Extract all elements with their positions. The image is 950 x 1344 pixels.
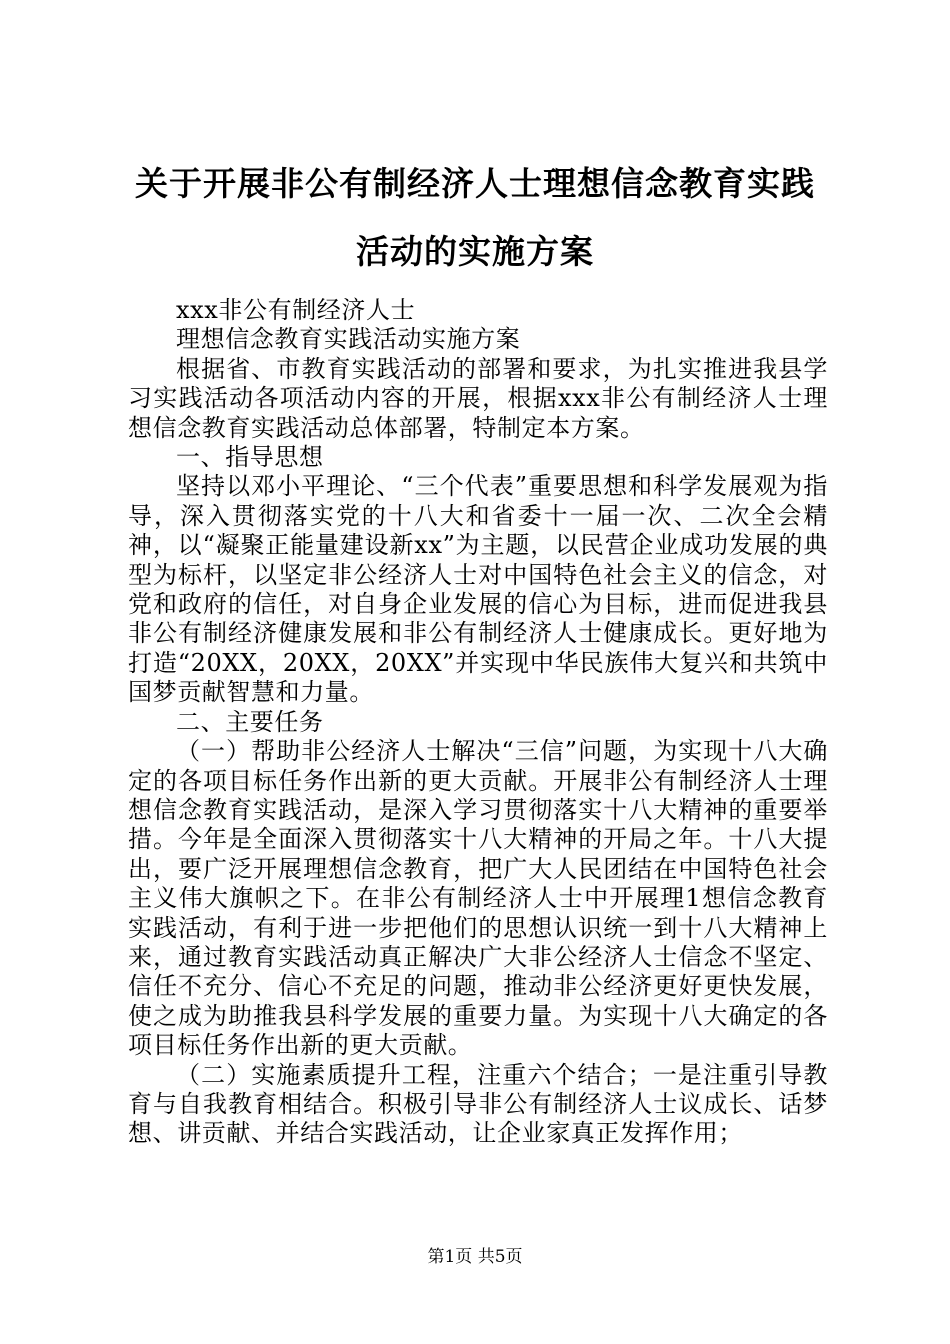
document-body: [128, 296, 828, 1149]
paragraph-org-name: xxx非公有制经济人士: [176, 296, 416, 324]
paragraph-task-1: （一）帮助非公经济人士解决“三信”问题，为实现十八大确定的各项目标任务作出新的更大贡献。开展非公有制经济人士理想信念教育实践活动，是深入学习贯彻落实十八大精神的重要举措。今年是全面深入贯彻落实十八大精神的开局之年。十八大提出，要广泛开展理想信念教育，把广大人民团结在中国特色社会主义伟大旗帜之下。在非公有制经济人士中开展理1想信念教育实践活动，有利于进一步把他们的思想认识统一到十八大精神上来，通过教育实践活动真正解决广大非公经济人士信念不坚定、信任不充分、信心不充足的问题，推动非公经济更好更快发展，使之成为助推我县科学发展的重要力量。为实现十八大确定的各项目标任务作出新的更大贡献。: [128, 737, 828, 1060]
document-title-line1: 关于开展非公有制经济人士理想信念教育实践: [135, 164, 815, 203]
section-heading-main-tasks: 二、主要任务: [176, 707, 324, 736]
document-title-line2: 活动的实施方案: [356, 232, 594, 271]
paragraph-intro: 根据省、市教育实践活动的部署和要求，为扎实推进我县学习实践活动各项活动内容的开展，根据xxx非公有制经济人士理想信念教育实践活动总体部署，特制定本方案。: [128, 354, 828, 442]
section-heading-guiding-thought: 一、指导思想: [176, 443, 324, 472]
paragraph-plan-name: 理想信念教育实践活动实施方案: [176, 325, 521, 354]
paragraph-guiding-thought: 坚持以邓小平理论、“三个代表”重要思想和科学发展观为指导，深入贯彻落实党的十八大和省委十一届一次、二次全会精神，以“凝聚正能量建设新xx”为主题，以民营企业成功发展的典型为标杆，以坚定非公经济人士对中国特色社会主义的信念，对党和政府的信任，对自身企业发展的信心为目标，进而促进我县非公有制经济健康发展和非公有制经济人士健康成长。更好地为打造“20XX，20XX，20XX”并实现中华民族伟大复兴和共筑中国梦贡献智慧和力量。: [128, 472, 828, 707]
paragraph-task-2: （二）实施素质提升工程，注重六个结合；一是注重引导教育与自我教育相结合。积极引导非公有制经济人士议成长、话梦想、讲贡献、并结合实践活动，让企业家真正发挥作用；: [128, 1060, 828, 1148]
page-footer: 第1页 共5页: [427, 1247, 523, 1267]
